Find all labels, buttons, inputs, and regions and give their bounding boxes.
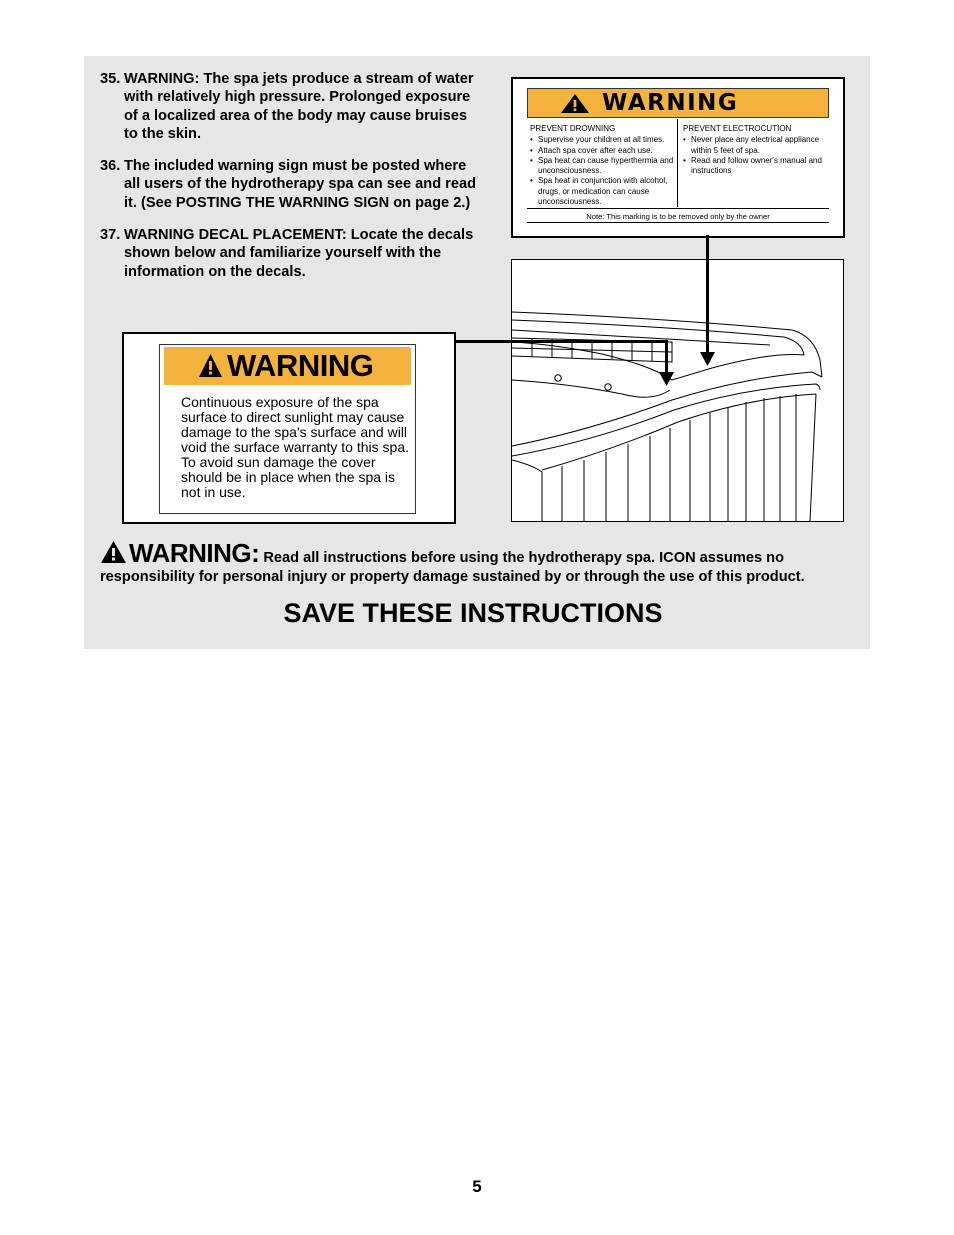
column-heading: PREVENT DROWNING: [530, 124, 616, 133]
instruction-item: [100, 70, 480, 143]
page-number: 5: [472, 1177, 482, 1196]
list-item: • Attach spa cover after each use.: [530, 146, 675, 156]
decal-header: [164, 347, 411, 385]
connector-line: [665, 340, 668, 376]
list-item: • Spa heat in conjunction with alcohol, drugs, or medication can cause unconsciousness.: [530, 176, 675, 207]
warning-text: Read all instructions before using the hydrotherapy spa. ICON assumes no responsibility for personal injury or property damage sustained by or through the use of this product.: [100, 550, 805, 585]
save-instructions-heading: SAVE THESE INSTRUCTIONS: [283, 598, 663, 628]
divider-line: [527, 222, 829, 223]
warning-triangle-icon: [198, 353, 223, 378]
instruction-number: 37.: [100, 227, 121, 244]
decal-header: [527, 88, 829, 118]
warning-triangle-icon: [100, 540, 127, 564]
decal-title: WARNING: [227, 348, 374, 383]
connector-line: [706, 235, 709, 355]
connector-line: [454, 340, 668, 343]
instruction-list: [100, 70, 480, 295]
column-divider: [677, 119, 678, 207]
decal-note: Note: This marking is to be removed only by the owner: [586, 212, 770, 221]
divider-line: [527, 208, 829, 209]
instruction-number: 35.: [100, 71, 121, 87]
decal-title: WARNING: [602, 90, 739, 116]
spa-drawing: [512, 260, 843, 521]
instruction-item: [100, 226, 480, 281]
list-item: • Read and follow owner's manual and instructions: [683, 156, 831, 177]
warning-decal-left: [122, 332, 456, 524]
spa-illustration: [511, 259, 844, 522]
warning-triangle-icon: [560, 93, 590, 114]
column-heading: PREVENT ELECTROCUTION: [683, 124, 792, 133]
general-warning: [100, 538, 860, 587]
warning-label: WARNING:: [129, 538, 260, 568]
warning-decal-top: [511, 77, 845, 238]
instruction-text: WARNING DECAL PLACEMENT: Locate the decals shown below and familiarize yourself with the information on the decals.: [124, 227, 474, 280]
prevent-drowning-column: [530, 124, 675, 207]
instruction-text: The included warning sign must be posted where all users of the hydrotherapy spa can see and read it. (See POSTING THE WARNING SIGN on page 2.): [124, 158, 476, 211]
instruction-number: 36.: [100, 158, 121, 175]
list-item: • Spa heat can cause hyperthermia and unconsciousness.: [530, 156, 675, 177]
arrowhead-icon: [659, 372, 674, 386]
instruction-text: WARNING: The spa jets produce a stream of water with relatively high pressure. Prolonged exposure of a localized area of the body may cause bruises to the skin.: [124, 71, 474, 142]
arrowhead-icon: [700, 352, 715, 366]
list-item: • Never place any electrical appliance within 5 feet of spa.: [683, 135, 831, 156]
decal-body-text: Continuous exposure of the spa surface to direct sunlight may cause damage to the spa's surface and will void the surface warranty to this spa. To avoid sun damage the cover should be in place when the spa is not in use.: [181, 394, 409, 500]
list-item: • Supervise your children at all times.: [530, 135, 675, 145]
prevent-electrocution-column: [683, 124, 831, 176]
instruction-item: [100, 157, 480, 212]
